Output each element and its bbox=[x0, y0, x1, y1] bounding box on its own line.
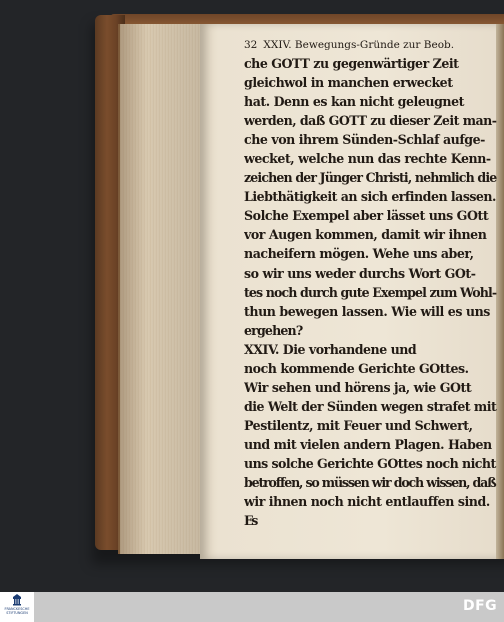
text-line: ergehen? bbox=[244, 322, 303, 338]
text-line: tes noch durch gute Exempel zum Wohl- bbox=[244, 284, 497, 300]
text-line: uns solche Gerichte GOttes noch nicht bbox=[244, 455, 496, 471]
text-line: betroffen, so müssen wir doch wissen, daß bbox=[244, 475, 496, 491]
text-line: Wir sehen und hörens ja, wie GOtt bbox=[244, 379, 472, 395]
page-edges-shading bbox=[118, 24, 200, 554]
text-line: werden, daß GOTT zu dieser Zeit man- bbox=[244, 113, 497, 129]
text-lines bbox=[244, 54, 500, 530]
running-head: XXIV. Bewegungs-Gründe zur Beob. bbox=[263, 39, 455, 51]
text-line: Pestilentz, mit Feuer und Schwert, bbox=[244, 417, 473, 433]
text-line: gleichwol in manchen erwecket bbox=[244, 75, 453, 91]
running-header bbox=[244, 38, 500, 54]
text-line: Solche Exempel aber lässet uns GOtt bbox=[244, 208, 489, 224]
text-line: und mit vielen andern Plagen. Haben bbox=[244, 436, 492, 452]
footer-bar bbox=[0, 592, 504, 622]
text-line: che von ihrem Sünden-Schlaf aufge- bbox=[244, 132, 485, 148]
text-line: che GOTT zu gegenwärtiger Zeit bbox=[244, 56, 459, 71]
text-line: vor Augen kommen, damit wir ihnen bbox=[244, 227, 487, 243]
text-line: die Welt der Sünden wegen strafet mit bbox=[244, 398, 497, 414]
text-line: wir ihnen noch nicht entlauffen sind. bbox=[244, 494, 490, 510]
text-line: Es bbox=[244, 513, 256, 529]
institution-emblem-icon bbox=[12, 594, 22, 606]
text-line: zeichen der Jünger Christi, nehmlich die bbox=[244, 170, 497, 186]
text-line: noch kommende Gerichte GOttes. bbox=[244, 360, 469, 376]
page-number: 32 bbox=[244, 39, 258, 51]
text-line: nacheifern mögen. Wehe uns aber, bbox=[244, 246, 474, 262]
text-line: Liebthätigkeit an sich erfinden lassen. bbox=[244, 189, 496, 205]
logo-label: FRANCKESCHE STIFTUNGEN bbox=[4, 607, 30, 615]
text-line: wecket, welche nun das rechte Kenn- bbox=[244, 151, 491, 167]
franckesche-stiftungen-logo[interactable] bbox=[0, 592, 34, 622]
dfg-logo[interactable]: DFG bbox=[463, 598, 498, 614]
text-line: so wir uns weder durchs Wort GOt- bbox=[244, 265, 476, 281]
page-text-block bbox=[244, 38, 500, 530]
text-line: thun bewegen lassen. Wie will es uns bbox=[244, 303, 490, 319]
text-line: XXIV. Die vorhandene und bbox=[244, 341, 417, 357]
text-line: hat. Denn es kan nicht geleugnet bbox=[244, 94, 465, 110]
